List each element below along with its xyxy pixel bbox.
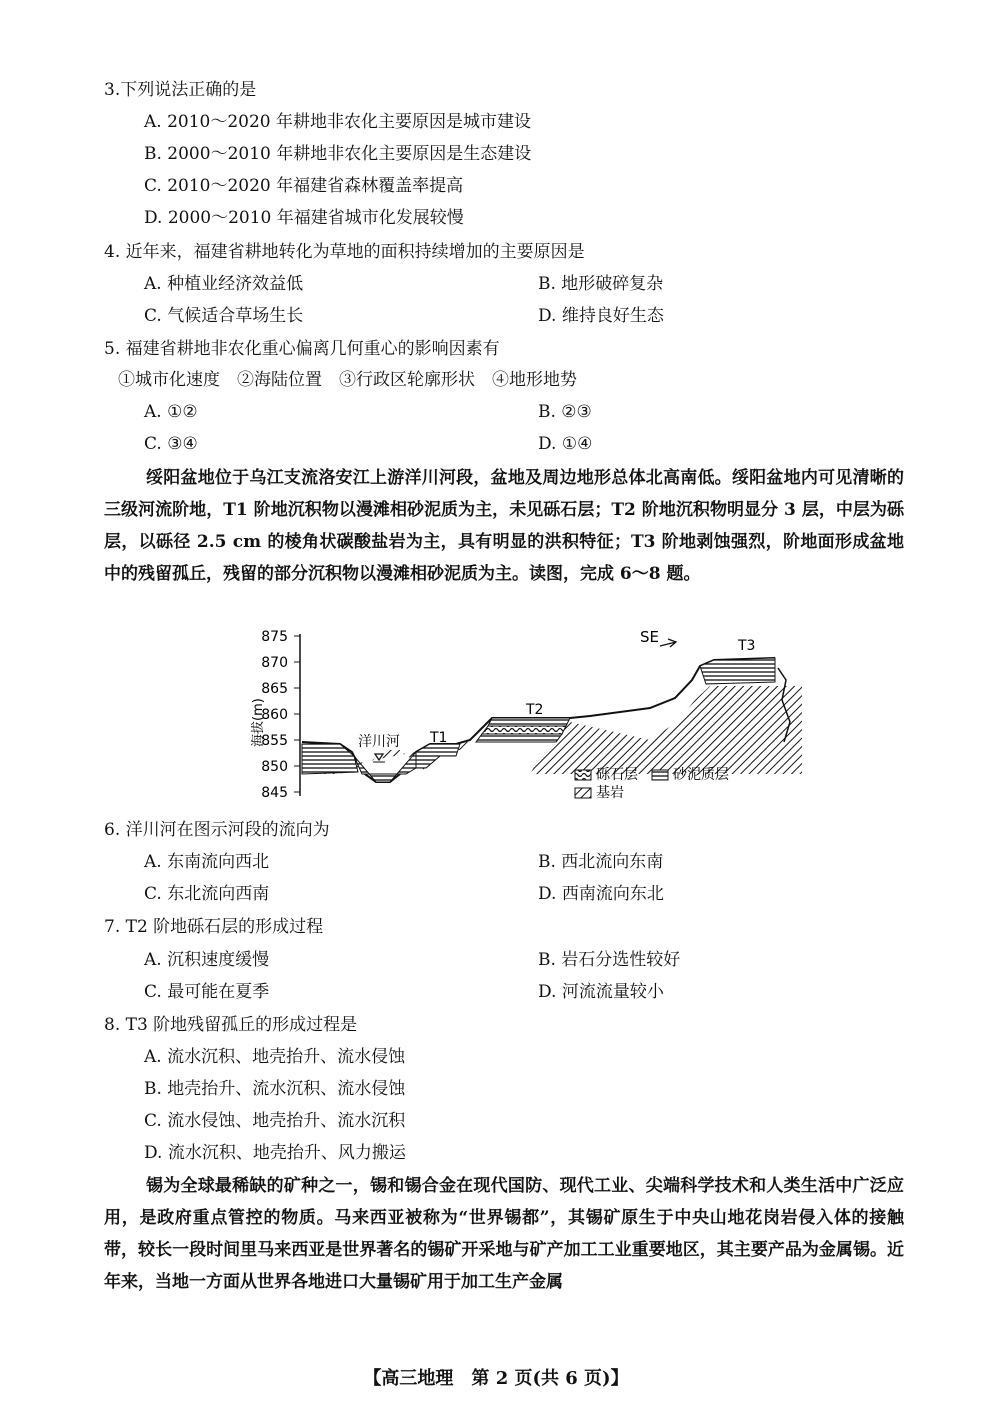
y-tick-865: 865 <box>261 681 288 697</box>
sand-layer-t3 <box>700 658 775 684</box>
sand-layer-t2-lower <box>476 734 562 742</box>
river-label: 洋川河 <box>358 734 400 750</box>
sand-layer-t2-upper <box>488 718 570 726</box>
legend-gravel-swatch <box>575 770 591 780</box>
q5-option-d: D. ①④ <box>538 434 593 454</box>
sand-layer-left <box>302 744 358 774</box>
gravel-layer-t2 <box>482 726 566 734</box>
y-tick-855: 855 <box>261 733 288 749</box>
q5-option-c: C. ③④ <box>144 434 198 454</box>
q8-stem: 8. T3 阶地残留孤丘的形成过程是 <box>104 1015 358 1035</box>
q3-option-b: B. 2000～2010 年耕地非农化主要原因是生态建设 <box>144 144 532 164</box>
y-tick-860: 860 <box>261 707 288 723</box>
terrace-t1-label: T1 <box>430 730 448 746</box>
q5-stem: 5. 福建省耕地非农化重心偏离几何重心的影响因素有 <box>104 339 500 359</box>
q4-option-c: C. 气候适合草场生长 <box>144 306 304 326</box>
q8-option-c: C. 流水侵蚀、地壳抬升、流水沉积 <box>144 1111 406 1131</box>
legend-sand-swatch <box>652 770 668 780</box>
q8-option-d: D. 流水沉积、地壳抬升、风力搬运 <box>144 1143 406 1163</box>
q5-option-a: A. ①② <box>144 402 198 422</box>
y-tick-845: 845 <box>261 785 288 801</box>
q7-option-d: D. 河流流量较小 <box>538 982 664 1002</box>
q6-option-a: A. 东南流向西北 <box>144 852 270 872</box>
q4-stem: 4. 近年来，福建省耕地转化为草地的面积持续增加的主要原因是 <box>104 242 585 262</box>
q3-option-a: A. 2010～2020 年耕地非农化主要原因是城市建设 <box>144 112 532 132</box>
legend-sand-label: 砂泥质层 <box>673 767 729 783</box>
terrace-t3-label: T3 <box>738 638 756 654</box>
legend-bedrock-swatch <box>575 788 591 798</box>
legend-gravel-label: 砾石层 <box>596 767 638 783</box>
q8-option-b: B. 地壳抬升、流水沉积、流水侵蚀 <box>144 1079 406 1099</box>
y-axis-label: 海拔(m) <box>251 698 266 747</box>
direction-label: SE <box>640 628 659 646</box>
terrace-profile-figure <box>230 622 810 810</box>
passage-malaysia-tin: 锡为全球最稀缺的矿种之一，锡和锡合金在现代国防、现代工业、尖端科学技术和人类生活中广泛应用，是政府重点管控的物质。马来西亚被称为“世界锡都”，其锡矿原生于中央山地花岗岩侵入体的接触带，较长一段时间里马来西亚是世界著名的锡矿开采地与矿产加工工业重要地区，其主要产品为金属锡。近年来，当地一方面从世界各地进口大量锡矿用于加工生产金属 <box>104 1176 904 1292</box>
q7-option-b: B. 岩石分选性较好 <box>538 950 681 970</box>
q6-option-c: C. 东北流向西南 <box>144 884 270 904</box>
q7-option-a: A. 沉积速度缓慢 <box>144 950 270 970</box>
q3-option-d: D. 2000～2010 年福建省城市化发展较慢 <box>144 208 464 228</box>
q6-option-b: B. 西北流向东南 <box>538 852 664 872</box>
legend-bedrock-label: 基岩 <box>596 785 624 801</box>
q5-items: ①城市化速度 ②海陆位置 ③行政区轮廓形状 ④地形地势 <box>118 370 577 390</box>
q6-stem: 6. 洋川河在图示河段的流向为 <box>104 820 330 840</box>
y-tick-875: 875 <box>261 629 288 645</box>
terrace-t2-label: T2 <box>526 702 544 718</box>
y-tick-850: 850 <box>261 759 288 775</box>
q3-option-c: C. 2010～2020 年福建省森林覆盖率提高 <box>144 176 464 196</box>
q4-option-a: A. 种植业经济效益低 <box>144 274 304 294</box>
direction-arrow-icon <box>660 639 676 647</box>
q7-stem: 7. T2 阶地砾石层的形成过程 <box>104 917 324 937</box>
q5-option-b: B. ②③ <box>538 402 592 422</box>
q4-option-b: B. 地形破碎复杂 <box>538 274 664 294</box>
passage-suiyang-basin: 绥阳盆地位于乌江支流洛安江上游洋川河段，盆地及周边地形总体北高南低。绥阳盆地内可见清晰的三级河流阶地，T1 阶地沉积物以漫滩相砂泥质为主，未见砾石层；T2 阶地沉积物明显分 3 层，中层为砾层，以砾径 2.5 cm 的棱角状碳酸盐岩为主，具有明显的洪积特征；T3 阶地剥蚀强烈，阶地面形成盆地中的残留孤丘，残留的部分沉积物以漫滩相砂泥质为主。读图，完成 6～8 题。 <box>104 468 904 584</box>
q4-option-d: D. 维持良好生态 <box>538 306 664 326</box>
q8-option-a: A. 流水沉积、地壳抬升、流水侵蚀 <box>144 1047 406 1067</box>
y-axis-ticks <box>294 636 300 792</box>
q3-stem: 3.下列说法正确的是 <box>104 80 257 100</box>
page-footer: 【高三地理 第 2 页(共 6 页)】 <box>363 1368 629 1389</box>
q6-option-d: D. 西南流向东北 <box>538 884 664 904</box>
y-tick-870: 870 <box>261 655 288 671</box>
q7-option-c: C. 最可能在夏季 <box>144 982 270 1002</box>
